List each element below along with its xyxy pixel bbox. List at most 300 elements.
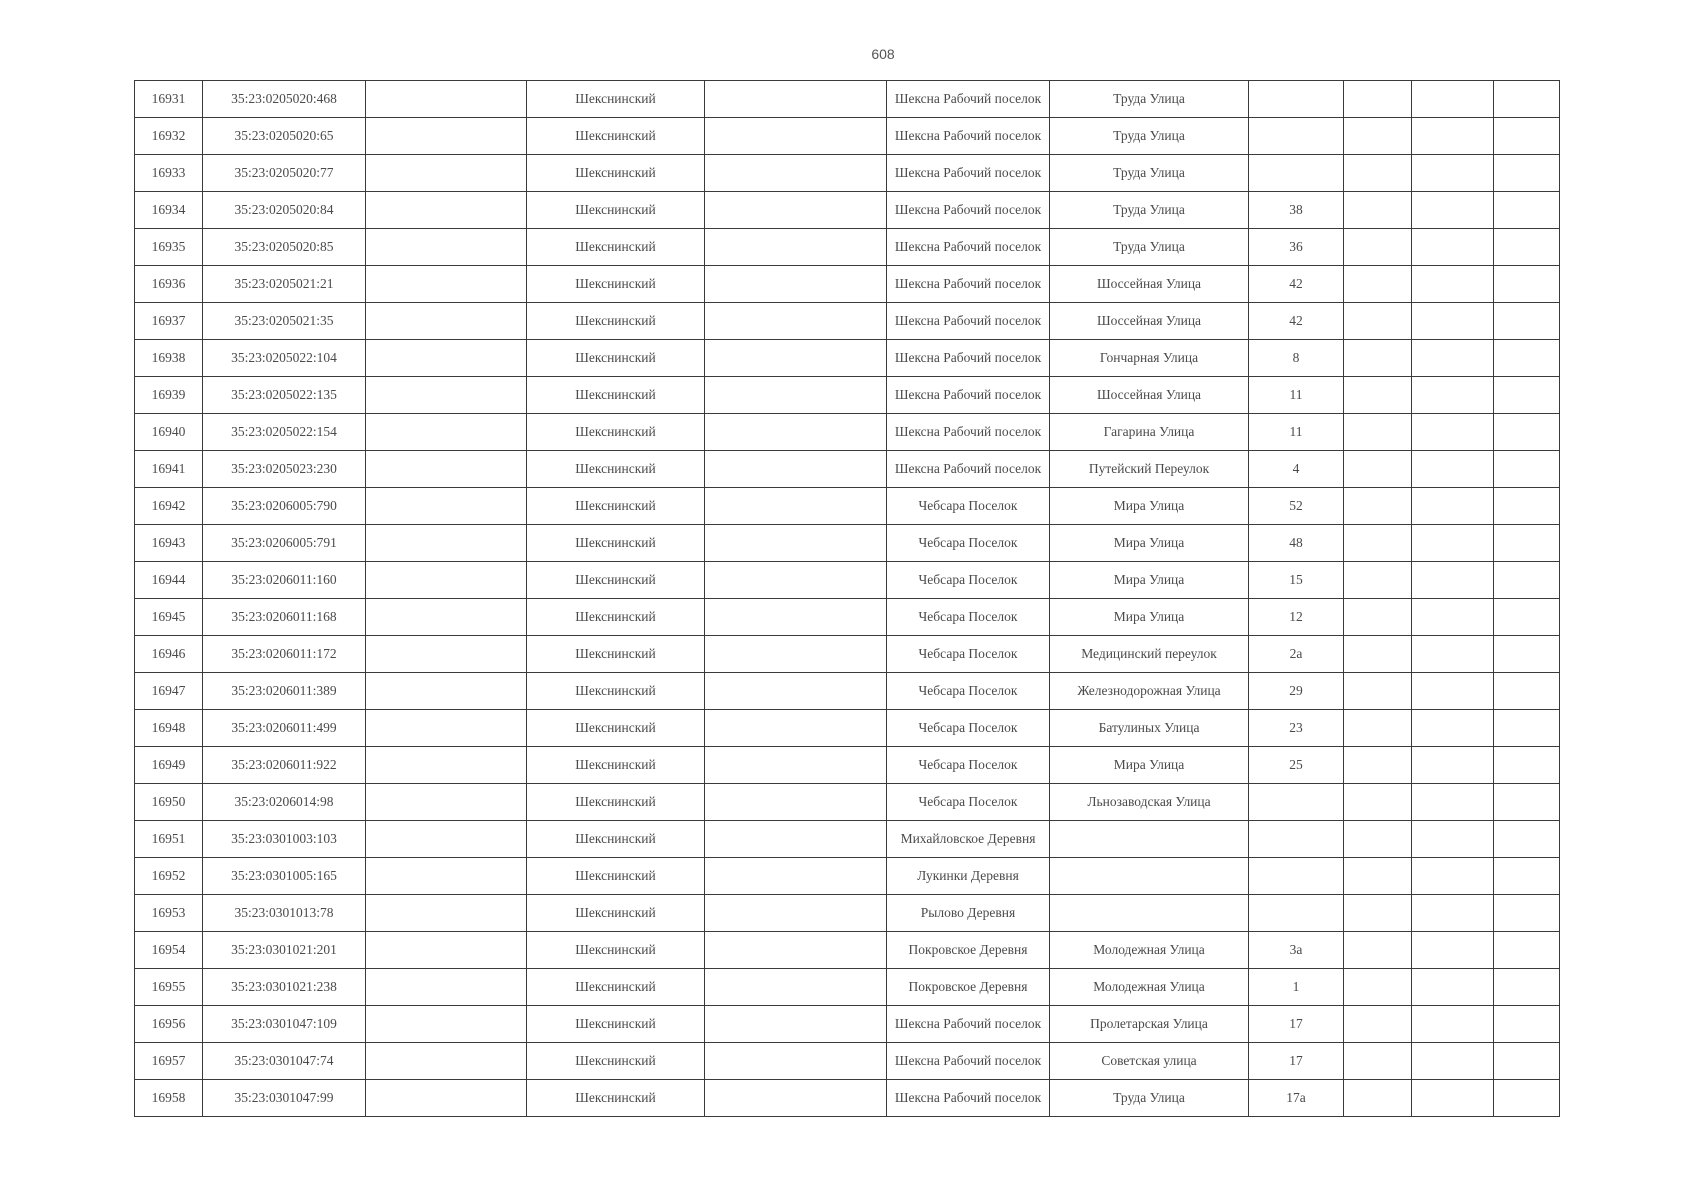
empty-cell [1344,1006,1412,1043]
empty-cell [1494,451,1560,488]
row-number-cell: 16953 [135,895,203,932]
table-row [135,969,1560,1006]
empty-cell [705,192,887,229]
empty-cell [366,81,527,118]
empty-cell [1412,118,1494,155]
street-cell: Шоссейная Улица [1050,303,1249,340]
house-number-cell: 17 [1249,1006,1344,1043]
empty-cell [705,1006,887,1043]
street-cell: Медицинский переулок [1050,636,1249,673]
street-cell: Путейский Переулок [1050,451,1249,488]
street-cell: Советская улица [1050,1043,1249,1080]
cadastral-number-cell: 35:23:0205022:135 [203,377,366,414]
row-number-cell: 16943 [135,525,203,562]
district-cell: Шекснинский [527,1006,705,1043]
empty-cell [1344,525,1412,562]
empty-cell [366,266,527,303]
street-cell: Мира Улица [1050,599,1249,636]
district-cell: Шекснинский [527,377,705,414]
street-cell: Мира Улица [1050,488,1249,525]
cadastral-number-cell: 35:23:0206011:168 [203,599,366,636]
district-cell: Шекснинский [527,414,705,451]
district-cell: Шекснинский [527,895,705,932]
cadastral-number-cell: 35:23:0205022:104 [203,340,366,377]
table-row [135,821,1560,858]
row-number-cell: 16941 [135,451,203,488]
street-cell [1050,895,1249,932]
table-row [135,636,1560,673]
empty-cell [1344,340,1412,377]
empty-cell [705,414,887,451]
street-cell: Железнодорожная Улица [1050,673,1249,710]
empty-cell [1344,118,1412,155]
row-number-cell: 16957 [135,1043,203,1080]
house-number-cell [1249,155,1344,192]
row-number-cell: 16951 [135,821,203,858]
empty-cell [1344,599,1412,636]
empty-cell [705,229,887,266]
row-number-cell: 16948 [135,710,203,747]
empty-cell [366,488,527,525]
house-number-cell: 25 [1249,747,1344,784]
table-row [135,1006,1560,1043]
cadastral-number-cell: 35:23:0205022:154 [203,414,366,451]
district-cell: Шекснинский [527,81,705,118]
empty-cell [705,562,887,599]
table-row [135,747,1560,784]
empty-cell [366,414,527,451]
cadastral-number-cell: 35:23:0301005:165 [203,858,366,895]
cadastral-number-cell: 35:23:0205020:468 [203,81,366,118]
house-number-cell: 11 [1249,377,1344,414]
locality-cell: Шексна Рабочий поселок [887,1043,1050,1080]
empty-cell [1412,303,1494,340]
locality-cell: Покровское Деревня [887,969,1050,1006]
row-number-cell: 16955 [135,969,203,1006]
district-cell: Шекснинский [527,562,705,599]
street-cell: Шоссейная Улица [1050,266,1249,303]
empty-cell [1494,895,1560,932]
empty-cell [705,81,887,118]
house-number-cell: 3а [1249,932,1344,969]
empty-cell [1412,414,1494,451]
street-cell [1050,858,1249,895]
empty-cell [1344,636,1412,673]
empty-cell [1494,266,1560,303]
empty-cell [1344,266,1412,303]
table-row [135,1043,1560,1080]
house-number-cell: 48 [1249,525,1344,562]
house-number-cell: 42 [1249,266,1344,303]
row-number-cell: 16946 [135,636,203,673]
house-number-cell [1249,118,1344,155]
street-cell: Труда Улица [1050,229,1249,266]
cadastral-number-cell: 35:23:0205021:35 [203,303,366,340]
empty-cell [1344,451,1412,488]
house-number-cell: 17 [1249,1043,1344,1080]
empty-cell [1412,858,1494,895]
table-row [135,81,1560,118]
locality-cell: Шексна Рабочий поселок [887,340,1050,377]
empty-cell [1344,784,1412,821]
empty-cell [366,821,527,858]
registry-table [134,80,1560,1117]
district-cell: Шекснинский [527,673,705,710]
house-number-cell: 8 [1249,340,1344,377]
empty-cell [1412,340,1494,377]
empty-cell [1412,636,1494,673]
row-number-cell: 16942 [135,488,203,525]
empty-cell [1412,562,1494,599]
district-cell: Шекснинский [527,710,705,747]
empty-cell [366,710,527,747]
empty-cell [366,303,527,340]
district-cell: Шекснинский [527,599,705,636]
empty-cell [1494,303,1560,340]
empty-cell [366,969,527,1006]
empty-cell [1412,932,1494,969]
row-number-cell: 16931 [135,81,203,118]
empty-cell [1412,969,1494,1006]
empty-cell [1344,414,1412,451]
street-cell: Мира Улица [1050,562,1249,599]
empty-cell [366,599,527,636]
empty-cell [366,747,527,784]
empty-cell [366,1043,527,1080]
empty-cell [366,636,527,673]
house-number-cell: 52 [1249,488,1344,525]
empty-cell [1494,1043,1560,1080]
empty-cell [1412,451,1494,488]
row-number-cell: 16945 [135,599,203,636]
locality-cell: Шексна Рабочий поселок [887,451,1050,488]
district-cell: Шекснинский [527,118,705,155]
empty-cell [1494,377,1560,414]
empty-cell [705,1043,887,1080]
empty-cell [705,377,887,414]
locality-cell: Шексна Рабочий поселок [887,303,1050,340]
empty-cell [705,858,887,895]
row-number-cell: 16958 [135,1080,203,1117]
house-number-cell: 12 [1249,599,1344,636]
empty-cell [1344,192,1412,229]
empty-cell [1494,118,1560,155]
empty-cell [1412,895,1494,932]
cadastral-number-cell: 35:23:0205021:21 [203,266,366,303]
empty-cell [1344,1043,1412,1080]
empty-cell [705,747,887,784]
empty-cell [1494,488,1560,525]
house-number-cell: 17а [1249,1080,1344,1117]
street-cell: Гагарина Улица [1050,414,1249,451]
locality-cell: Чебсара Поселок [887,562,1050,599]
street-cell: Льнозаводская Улица [1050,784,1249,821]
locality-cell: Михайловское Деревня [887,821,1050,858]
empty-cell [705,673,887,710]
cadastral-number-cell: 35:23:0206011:172 [203,636,366,673]
house-number-cell: 1 [1249,969,1344,1006]
street-cell: Молодежная Улица [1050,932,1249,969]
table-row [135,118,1560,155]
empty-cell [705,932,887,969]
empty-cell [1494,340,1560,377]
empty-cell [1412,81,1494,118]
cadastral-number-cell: 35:23:0301047:99 [203,1080,366,1117]
empty-cell [1344,1080,1412,1117]
row-number-cell: 16933 [135,155,203,192]
empty-cell [366,451,527,488]
table-row [135,784,1560,821]
empty-cell [1412,747,1494,784]
locality-cell: Чебсара Поселок [887,784,1050,821]
empty-cell [1344,488,1412,525]
locality-cell: Шексна Рабочий поселок [887,192,1050,229]
table-row [135,673,1560,710]
cadastral-number-cell: 35:23:0205020:65 [203,118,366,155]
empty-cell [366,525,527,562]
locality-cell: Чебсара Поселок [887,673,1050,710]
locality-cell: Чебсара Поселок [887,488,1050,525]
cadastral-number-cell: 35:23:0206005:791 [203,525,366,562]
street-cell: Пролетарская Улица [1050,1006,1249,1043]
empty-cell [705,1080,887,1117]
empty-cell [1494,673,1560,710]
empty-cell [705,303,887,340]
district-cell: Шекснинский [527,1080,705,1117]
table-row [135,340,1560,377]
empty-cell [705,155,887,192]
empty-cell [705,266,887,303]
row-number-cell: 16939 [135,377,203,414]
empty-cell [1344,969,1412,1006]
empty-cell [705,821,887,858]
empty-cell [1344,710,1412,747]
locality-cell: Лукинки Деревня [887,858,1050,895]
empty-cell [1494,858,1560,895]
table-row [135,414,1560,451]
locality-cell: Чебсара Поселок [887,599,1050,636]
district-cell: Шекснинский [527,229,705,266]
empty-cell [1412,155,1494,192]
table-row [135,229,1560,266]
empty-cell [1344,155,1412,192]
house-number-cell [1249,81,1344,118]
empty-cell [705,525,887,562]
empty-cell [1494,192,1560,229]
street-cell: Труда Улица [1050,1080,1249,1117]
locality-cell: Шексна Рабочий поселок [887,1080,1050,1117]
locality-cell: Шексна Рабочий поселок [887,155,1050,192]
empty-cell [1494,821,1560,858]
street-cell: Мира Улица [1050,747,1249,784]
empty-cell [1412,710,1494,747]
street-cell: Батулиных Улица [1050,710,1249,747]
district-cell: Шекснинский [527,1043,705,1080]
house-number-cell: 15 [1249,562,1344,599]
cadastral-number-cell: 35:23:0301003:103 [203,821,366,858]
table-row [135,488,1560,525]
empty-cell [1412,821,1494,858]
empty-cell [366,1006,527,1043]
empty-cell [705,710,887,747]
row-number-cell: 16935 [135,229,203,266]
empty-cell [1494,636,1560,673]
empty-cell [1412,525,1494,562]
street-cell: Шоссейная Улица [1050,377,1249,414]
empty-cell [1494,81,1560,118]
district-cell: Шекснинский [527,932,705,969]
street-cell: Мира Улица [1050,525,1249,562]
row-number-cell: 16936 [135,266,203,303]
empty-cell [705,488,887,525]
empty-cell [1494,599,1560,636]
district-cell: Шекснинский [527,969,705,1006]
empty-cell [1344,821,1412,858]
table-row [135,562,1560,599]
empty-cell [1494,229,1560,266]
empty-cell [1344,303,1412,340]
empty-cell [1412,192,1494,229]
row-number-cell: 16950 [135,784,203,821]
street-cell: Труда Улица [1050,192,1249,229]
empty-cell [705,636,887,673]
empty-cell [1412,377,1494,414]
house-number-cell: 23 [1249,710,1344,747]
district-cell: Шекснинский [527,747,705,784]
locality-cell: Шексна Рабочий поселок [887,414,1050,451]
cadastral-number-cell: 35:23:0206005:790 [203,488,366,525]
district-cell: Шекснинский [527,266,705,303]
cadastral-number-cell: 35:23:0205020:85 [203,229,366,266]
table-row [135,525,1560,562]
empty-cell [705,451,887,488]
district-cell: Шекснинский [527,525,705,562]
cadastral-number-cell: 35:23:0205023:230 [203,451,366,488]
empty-cell [366,155,527,192]
district-cell: Шекснинский [527,340,705,377]
street-cell: Труда Улица [1050,155,1249,192]
cadastral-number-cell: 35:23:0301047:109 [203,1006,366,1043]
empty-cell [1494,155,1560,192]
row-number-cell: 16944 [135,562,203,599]
row-number-cell: 16937 [135,303,203,340]
empty-cell [366,229,527,266]
row-number-cell: 16952 [135,858,203,895]
table-row [135,266,1560,303]
district-cell: Шекснинский [527,858,705,895]
district-cell: Шекснинский [527,451,705,488]
table-row [135,895,1560,932]
page-number: 608 [871,46,895,62]
empty-cell [1412,266,1494,303]
house-number-cell [1249,821,1344,858]
locality-cell: Чебсара Поселок [887,747,1050,784]
cadastral-number-cell: 35:23:0206011:922 [203,747,366,784]
empty-cell [366,932,527,969]
empty-cell [1344,229,1412,266]
table-row [135,155,1560,192]
locality-cell: Чебсара Поселок [887,636,1050,673]
empty-cell [1412,229,1494,266]
cadastral-number-cell: 35:23:0205020:84 [203,192,366,229]
table-row [135,377,1560,414]
empty-cell [1344,747,1412,784]
empty-cell [1344,858,1412,895]
street-cell: Труда Улица [1050,118,1249,155]
house-number-cell [1249,895,1344,932]
empty-cell [366,895,527,932]
house-number-cell: 2а [1249,636,1344,673]
empty-cell [366,377,527,414]
district-cell: Шекснинский [527,488,705,525]
empty-cell [1412,1043,1494,1080]
row-number-cell: 16956 [135,1006,203,1043]
cadastral-number-cell: 35:23:0301047:74 [203,1043,366,1080]
empty-cell [366,118,527,155]
empty-cell [1494,1006,1560,1043]
row-number-cell: 16940 [135,414,203,451]
cadastral-number-cell: 35:23:0206014:98 [203,784,366,821]
empty-cell [366,192,527,229]
house-number-cell: 36 [1249,229,1344,266]
locality-cell: Шексна Рабочий поселок [887,81,1050,118]
house-number-cell: 4 [1249,451,1344,488]
table-row [135,303,1560,340]
empty-cell [1412,599,1494,636]
row-number-cell: 16932 [135,118,203,155]
empty-cell [366,562,527,599]
cadastral-number-cell: 35:23:0301021:201 [203,932,366,969]
empty-cell [1412,1080,1494,1117]
empty-cell [1494,562,1560,599]
empty-cell [1344,81,1412,118]
house-number-cell: 38 [1249,192,1344,229]
house-number-cell: 29 [1249,673,1344,710]
cadastral-number-cell: 35:23:0301021:238 [203,969,366,1006]
locality-cell: Чебсара Поселок [887,525,1050,562]
locality-cell: Шексна Рабочий поселок [887,266,1050,303]
locality-cell: Чебсара Поселок [887,710,1050,747]
empty-cell [366,340,527,377]
empty-cell [366,784,527,821]
empty-cell [366,673,527,710]
empty-cell [705,599,887,636]
table-row [135,932,1560,969]
row-number-cell: 16947 [135,673,203,710]
house-number-cell: 42 [1249,303,1344,340]
row-number-cell: 16934 [135,192,203,229]
empty-cell [1412,1006,1494,1043]
locality-cell: Шексна Рабочий поселок [887,118,1050,155]
empty-cell [705,784,887,821]
table-row [135,858,1560,895]
table-row [135,1080,1560,1117]
locality-cell: Шексна Рабочий поселок [887,377,1050,414]
cadastral-number-cell: 35:23:0206011:389 [203,673,366,710]
empty-cell [1494,969,1560,1006]
empty-cell [1494,525,1560,562]
empty-cell [1344,673,1412,710]
street-cell: Молодежная Улица [1050,969,1249,1006]
empty-cell [1412,784,1494,821]
street-cell: Труда Улица [1050,81,1249,118]
table-row [135,710,1560,747]
district-cell: Шекснинский [527,155,705,192]
empty-cell [705,969,887,1006]
cadastral-number-cell: 35:23:0205020:77 [203,155,366,192]
empty-cell [1494,784,1560,821]
house-number-cell: 11 [1249,414,1344,451]
